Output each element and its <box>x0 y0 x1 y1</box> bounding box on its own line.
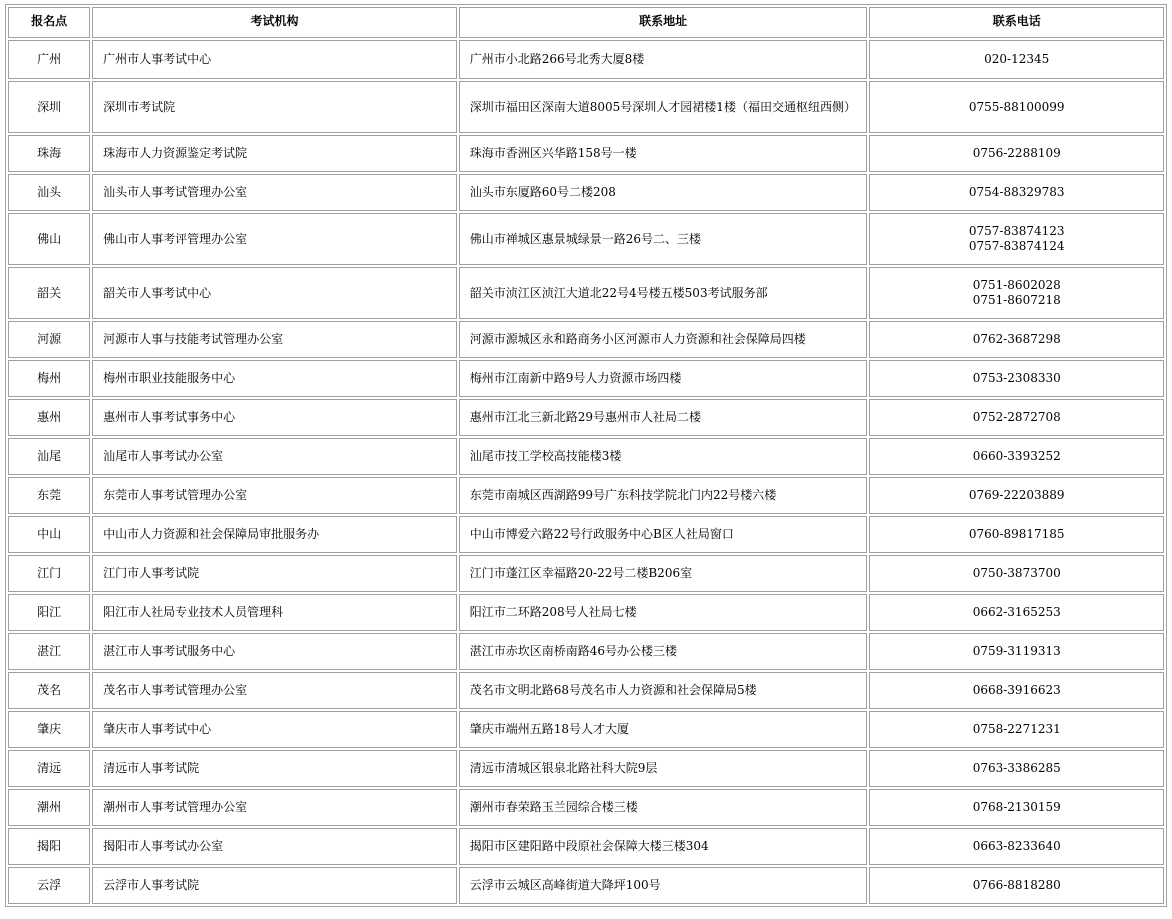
cell-org: 茂名市人事考试管理办公室 <box>92 672 457 709</box>
cell-site: 江门 <box>8 555 90 592</box>
table-row <box>8 360 1164 397</box>
phone-number: 0751-8602028 <box>972 278 1061 292</box>
header-addr: 联系地址 <box>459 7 868 38</box>
cell-org: 汕尾市人事考试办公室 <box>92 438 457 475</box>
cell-org: 阳江市人社局专业技术人员管理科 <box>92 594 457 631</box>
phone-number: 0757-83874123 <box>968 224 1065 238</box>
table-row <box>8 135 1164 172</box>
cell-tel <box>869 40 1164 79</box>
cell-site: 深圳 <box>8 81 90 133</box>
cell-site: 肇庆 <box>8 711 90 748</box>
table-header-row <box>8 7 1164 38</box>
table-row <box>8 789 1164 826</box>
phone-number: 0759-3119313 <box>972 644 1061 658</box>
cell-tel <box>869 360 1164 397</box>
phone-number: 0757-83874124 <box>968 239 1065 253</box>
table-row <box>8 321 1164 358</box>
table-row <box>8 828 1164 865</box>
cell-org: 佛山市人事考评管理办公室 <box>92 213 457 265</box>
cell-org: 汕头市人事考试管理办公室 <box>92 174 457 211</box>
cell-site: 茂名 <box>8 672 90 709</box>
phone-number: 0755-88100099 <box>968 99 1065 114</box>
cell-site: 揭阳 <box>8 828 90 865</box>
table-row <box>8 555 1164 592</box>
cell-org: 梅州市职业技能服务中心 <box>92 360 457 397</box>
table-row <box>8 438 1164 475</box>
cell-org: 中山市人力资源和社会保障局审批服务办 <box>92 516 457 553</box>
phone-number: 0766-8818280 <box>972 878 1061 892</box>
cell-site: 潮州 <box>8 789 90 826</box>
phone-number: 0751-8607218 <box>972 293 1061 307</box>
cell-site: 阳江 <box>8 594 90 631</box>
cell-addr: 中山市博爱六路22号行政服务中心B区人社局窗口 <box>459 516 868 553</box>
cell-addr: 阳江市二环路208号人社局七楼 <box>459 594 868 631</box>
cell-addr: 汕头市东厦路60号二楼208 <box>459 174 868 211</box>
cell-addr: 揭阳市区建阳路中段原社会保障大楼三楼304 <box>459 828 868 865</box>
cell-tel <box>869 399 1164 436</box>
cell-site: 湛江 <box>8 633 90 670</box>
cell-org: 肇庆市人事考试中心 <box>92 711 457 748</box>
cell-org: 云浮市人事考试院 <box>92 867 457 904</box>
table-row <box>8 750 1164 787</box>
cell-org: 广州市人事考试中心 <box>92 40 457 79</box>
exam-sites-table-wrap <box>5 4 1167 907</box>
header-site: 报名点 <box>8 7 90 38</box>
cell-site: 河源 <box>8 321 90 358</box>
cell-tel <box>869 672 1164 709</box>
cell-tel <box>869 174 1164 211</box>
cell-org: 东莞市人事考试管理办公室 <box>92 477 457 514</box>
phone-number: 0668-3916623 <box>972 683 1061 697</box>
cell-site: 韶关 <box>8 267 90 319</box>
phone-number: 0660-3393252 <box>972 449 1061 463</box>
cell-addr: 汕尾市技工学校高技能楼3楼 <box>459 438 868 475</box>
cell-addr: 惠州市江北三新北路29号惠州市人社局二楼 <box>459 399 868 436</box>
table-row <box>8 213 1164 265</box>
table-row <box>8 516 1164 553</box>
table-row <box>8 267 1164 319</box>
cell-addr: 清远市清城区银泉北路社科大院9层 <box>459 750 868 787</box>
cell-tel <box>869 321 1164 358</box>
cell-tel <box>869 135 1164 172</box>
header-org: 考试机构 <box>92 7 457 38</box>
table-row <box>8 594 1164 631</box>
cell-addr: 河源市源城区永和路商务小区河源市人力资源和社会保障局四楼 <box>459 321 868 358</box>
cell-org: 河源市人事与技能考试管理办公室 <box>92 321 457 358</box>
cell-site: 汕头 <box>8 174 90 211</box>
cell-addr: 茂名市文明北路68号茂名市人力资源和社会保障局5楼 <box>459 672 868 709</box>
cell-org: 潮州市人事考试管理办公室 <box>92 789 457 826</box>
phone-number: 0762-3687298 <box>972 332 1061 346</box>
phone-number: 0763-3386285 <box>972 761 1061 775</box>
table-row <box>8 40 1164 79</box>
phone-number: 0758-2271231 <box>972 722 1061 736</box>
cell-tel <box>869 477 1164 514</box>
cell-addr: 深圳市福田区深南大道8005号深圳人才园裙楼1楼（福田交通枢纽西侧） <box>459 81 868 133</box>
cell-org: 惠州市人事考试事务中心 <box>92 399 457 436</box>
cell-site: 广州 <box>8 40 90 79</box>
cell-tel <box>869 81 1164 133</box>
cell-addr: 梅州市江南新中路9号人力资源市场四楼 <box>459 360 868 397</box>
header-tel: 联系电话 <box>869 7 1164 38</box>
cell-site: 汕尾 <box>8 438 90 475</box>
cell-addr: 江门市蓬江区幸福路20-22号二楼B206室 <box>459 555 868 592</box>
phone-number: 0760-89817185 <box>968 527 1065 541</box>
cell-tel <box>869 711 1164 748</box>
phone-number: 0750-3873700 <box>972 566 1061 580</box>
cell-org: 江门市人事考试院 <box>92 555 457 592</box>
cell-tel <box>869 594 1164 631</box>
table-row <box>8 174 1164 211</box>
cell-tel <box>869 516 1164 553</box>
cell-tel <box>869 555 1164 592</box>
cell-org: 揭阳市人事考试办公室 <box>92 828 457 865</box>
table-row <box>8 477 1164 514</box>
cell-site: 珠海 <box>8 135 90 172</box>
cell-tel <box>869 213 1164 265</box>
cell-addr: 佛山市禅城区惠景城绿景一路26号二、三楼 <box>459 213 868 265</box>
cell-org: 韶关市人事考试中心 <box>92 267 457 319</box>
cell-site: 云浮 <box>8 867 90 904</box>
cell-org: 湛江市人事考试服务中心 <box>92 633 457 670</box>
cell-org: 清远市人事考试院 <box>92 750 457 787</box>
table-row <box>8 711 1164 748</box>
table-row <box>8 633 1164 670</box>
cell-addr: 肇庆市端州五路18号人才大厦 <box>459 711 868 748</box>
cell-addr: 韶关市浈江区浈江大道北22号4号楼五楼503考试服务部 <box>459 267 868 319</box>
phone-number: 0663-8233640 <box>972 839 1061 853</box>
cell-addr: 广州市小北路266号北秀大厦8楼 <box>459 40 868 79</box>
cell-org: 深圳市考试院 <box>92 81 457 133</box>
cell-addr: 东莞市南城区西湖路99号广东科技学院北门内22号楼六楼 <box>459 477 868 514</box>
cell-site: 清远 <box>8 750 90 787</box>
cell-org: 珠海市人力资源鉴定考试院 <box>92 135 457 172</box>
phone-number: 0756-2288109 <box>972 146 1061 160</box>
phone-number: 0768-2130159 <box>972 800 1061 814</box>
phone-number: 0753-2308330 <box>972 371 1061 385</box>
phone-number: 0752-2872708 <box>972 410 1061 424</box>
cell-tel <box>869 267 1164 319</box>
phone-number: 020-12345 <box>984 52 1050 66</box>
cell-tel <box>869 438 1164 475</box>
cell-addr: 潮州市春荣路玉兰园综合楼三楼 <box>459 789 868 826</box>
cell-addr: 湛江市赤坎区南桥南路46号办公楼三楼 <box>459 633 868 670</box>
table-row <box>8 867 1164 904</box>
phone-number: 0662-3165253 <box>972 605 1061 619</box>
table-row <box>8 672 1164 709</box>
cell-tel <box>869 867 1164 904</box>
phone-number: 0754-88329783 <box>968 185 1065 199</box>
cell-tel <box>869 750 1164 787</box>
table-row <box>8 399 1164 436</box>
cell-addr: 珠海市香洲区兴华路158号一楼 <box>459 135 868 172</box>
cell-site: 中山 <box>8 516 90 553</box>
exam-sites-table <box>5 4 1167 907</box>
cell-site: 东莞 <box>8 477 90 514</box>
cell-site: 惠州 <box>8 399 90 436</box>
cell-site: 梅州 <box>8 360 90 397</box>
cell-tel <box>869 789 1164 826</box>
cell-site: 佛山 <box>8 213 90 265</box>
cell-tel <box>869 828 1164 865</box>
cell-tel <box>869 633 1164 670</box>
phone-number: 0769-22203889 <box>968 488 1065 502</box>
table-row <box>8 81 1164 133</box>
cell-addr: 云浮市云城区高峰街道大降坪100号 <box>459 867 868 904</box>
table-body <box>8 40 1164 904</box>
